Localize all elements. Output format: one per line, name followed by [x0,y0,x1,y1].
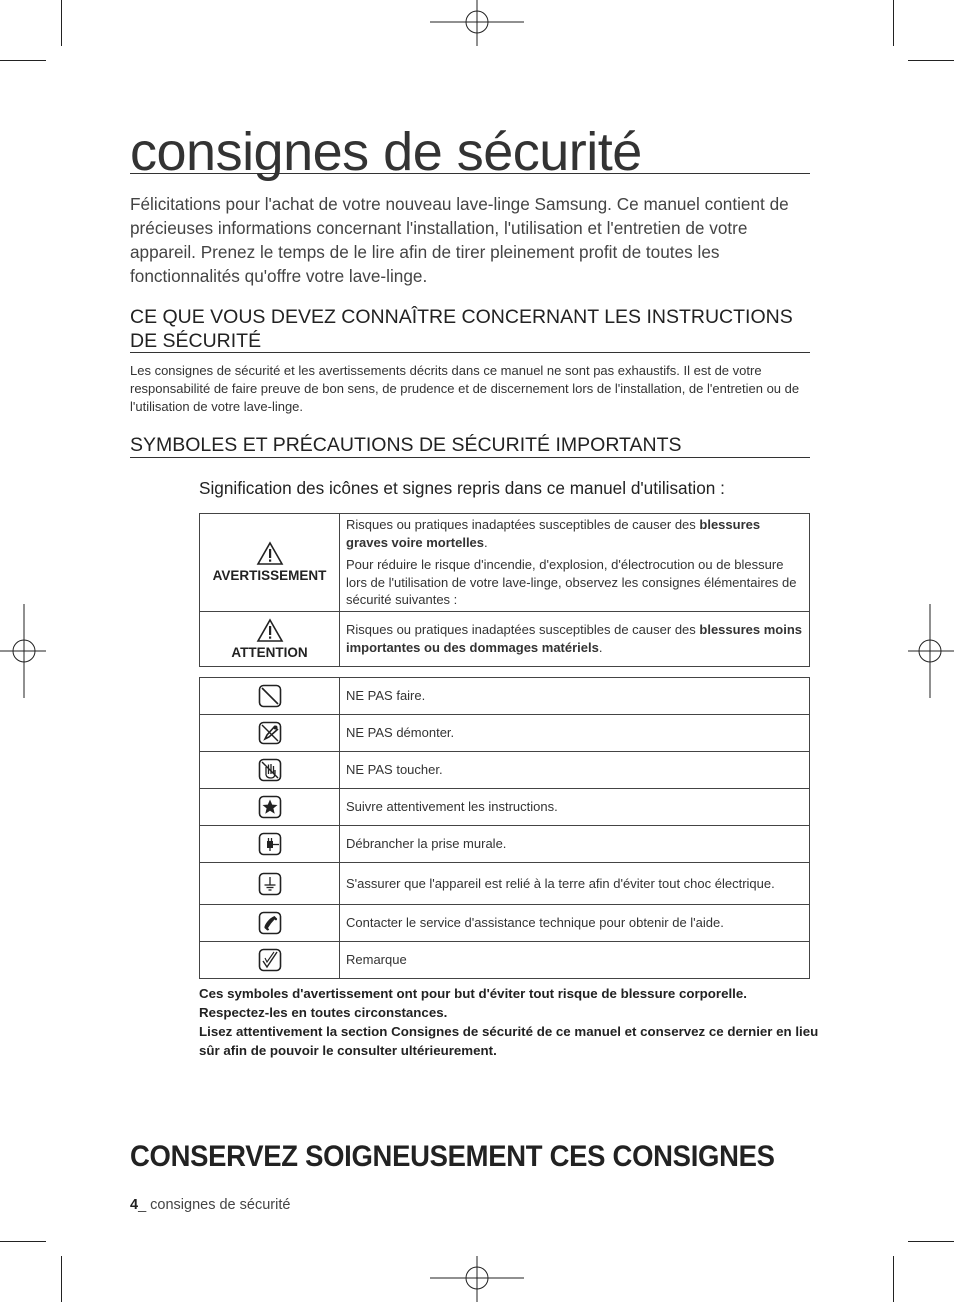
crop-mark [908,1241,954,1242]
instructions-paragraph: Les consignes de sécurité et les avertissements décrits dans ce manuel ne sont pas exhaustifs. Il est de votre responsabilité de faire preuve de bon sens, de prudence et de discernement lors de l'installation, de l'entretien ou de l'utilisation de votre lave-linge. [130,363,800,414]
registration-mark [908,604,954,698]
keep-instructions-heading: CONSERVEZ SOIGNEUSEMENT CES CONSIGNES [130,1140,775,1173]
registration-mark [0,604,46,698]
section-heading-instructions: CE QUE VOUS DEVEZ CONNAÎTRE CONCERNANT LES INSTRUCTIONS DE SÉCURITÉ [130,305,810,353]
registration-mark [430,1256,524,1302]
symbol-icon-cell [200,863,340,905]
note-icon [258,948,282,972]
symbol-description: NE PAS faire. [340,678,810,715]
warning-icon-cell [200,514,340,612]
table-row [200,715,810,752]
avertissement-label: AVERTISSEMENT [212,568,327,584]
attention-text: Risques ou pratiques inadaptées susceptibles de causer des [346,622,700,637]
table-row [200,678,810,715]
do-not-disassemble-icon [258,721,282,745]
symbol-icon-cell [200,789,340,826]
warning-triangle-icon [256,541,284,566]
warning-note [199,984,819,1060]
page-footer [130,1197,290,1213]
symbol-description: S'assurer que l'appareil est relié à la terre afin d'éviter tout choc électrique. [340,863,810,905]
symbol-icon-cell [200,942,340,979]
table-row [200,514,810,612]
attention-label: ATTENTION [231,644,308,660]
warning-note-line: Lisez attentivement la section Consignes de sécurité de ce manuel et conservez ce dernier en lieu sûr afin de pouvoir le consulter ultérieurement. [199,1024,819,1058]
symbol-icon-cell [200,678,340,715]
crop-mark [0,1241,46,1242]
warning-triangle-icon [256,618,284,643]
avertissement-text: Risques ou pratiques inadaptées susceptibles de causer des [346,517,700,532]
do-not-icon [258,684,282,708]
table-row [200,942,810,979]
table-row [200,905,810,942]
symbol-icon-cell [200,826,340,863]
warning-note-line: Ces symboles d'avertissement ont pour but d'éviter tout risque de blessure corporelle. [199,986,747,1001]
symbols-table [199,677,810,979]
symbol-icon-cell [200,752,340,789]
do-not-touch-icon [258,758,282,782]
unplug-icon [258,832,282,856]
symbol-description: Remarque [340,942,810,979]
symbol-icon-cell [200,905,340,942]
symbol-description: NE PAS toucher. [340,752,810,789]
table-row [200,789,810,826]
avertissement-period: . [484,534,488,550]
symbol-icon-cell [200,715,340,752]
crop-mark [61,0,62,46]
phone-icon [258,911,282,935]
table-row [200,826,810,863]
symbol-description: Contacter le service d'assistance technique pour obtenir de l'aide. [340,905,810,942]
avertissement-bold: blessures graves voire mortelles [346,517,761,550]
symbol-description: Suivre attentivement les instructions. [340,789,810,826]
avertissement-description [340,514,810,612]
crop-mark [893,0,894,46]
section-heading-symbols: SYMBOLES ET PRÉCAUTIONS DE SÉCURITÉ IMPORTANTS [130,433,810,458]
crop-mark [0,60,46,61]
page-number: 4 [130,1197,139,1213]
attention-icon-cell [200,611,340,666]
ground-icon [258,872,282,896]
symbols-intro: Signification des icônes et signes repris dans ce manuel d'utilisation : [199,478,725,498]
attention-description [340,611,810,666]
attention-period: . [598,639,603,655]
table-row [200,752,810,789]
symbol-description: Débrancher la prise murale. [340,826,810,863]
warning-note-line: Respectez-les en toutes circonstances. [199,1005,448,1020]
crop-mark [61,1256,62,1302]
crop-mark [893,1256,894,1302]
avertissement-detail: Pour réduire le risque d'incendie, d'explosion, d'électrocution ou de blessure lors de l'utilisation de votre lave-linge, observez les consignes élémentaires de sécurité suivantes : [346,557,797,607]
table-row [200,611,810,666]
follow-instructions-icon [258,795,282,819]
warning-table [199,513,810,667]
attention-bold: blessures moins importantes ou des dommages matériels [346,622,802,655]
intro-paragraph: Félicitations pour l'achat de votre nouveau lave-linge Samsung. Ce manuel contient de précieuses informations concernant l'installation, l'utilisation et l'entretien de votre appareil. Prenez le temps de le lire afin de tirer pleinement profit de toutes les fonctionnalités qu'offre votre lave-linge. [130,194,789,286]
crop-mark [908,60,954,61]
table-row [200,863,810,905]
page-title: consignes de sécurité [130,122,810,174]
footer-label: _ consignes de sécurité [138,1197,291,1213]
symbol-description: NE PAS démonter. [340,715,810,752]
registration-mark [430,0,524,46]
